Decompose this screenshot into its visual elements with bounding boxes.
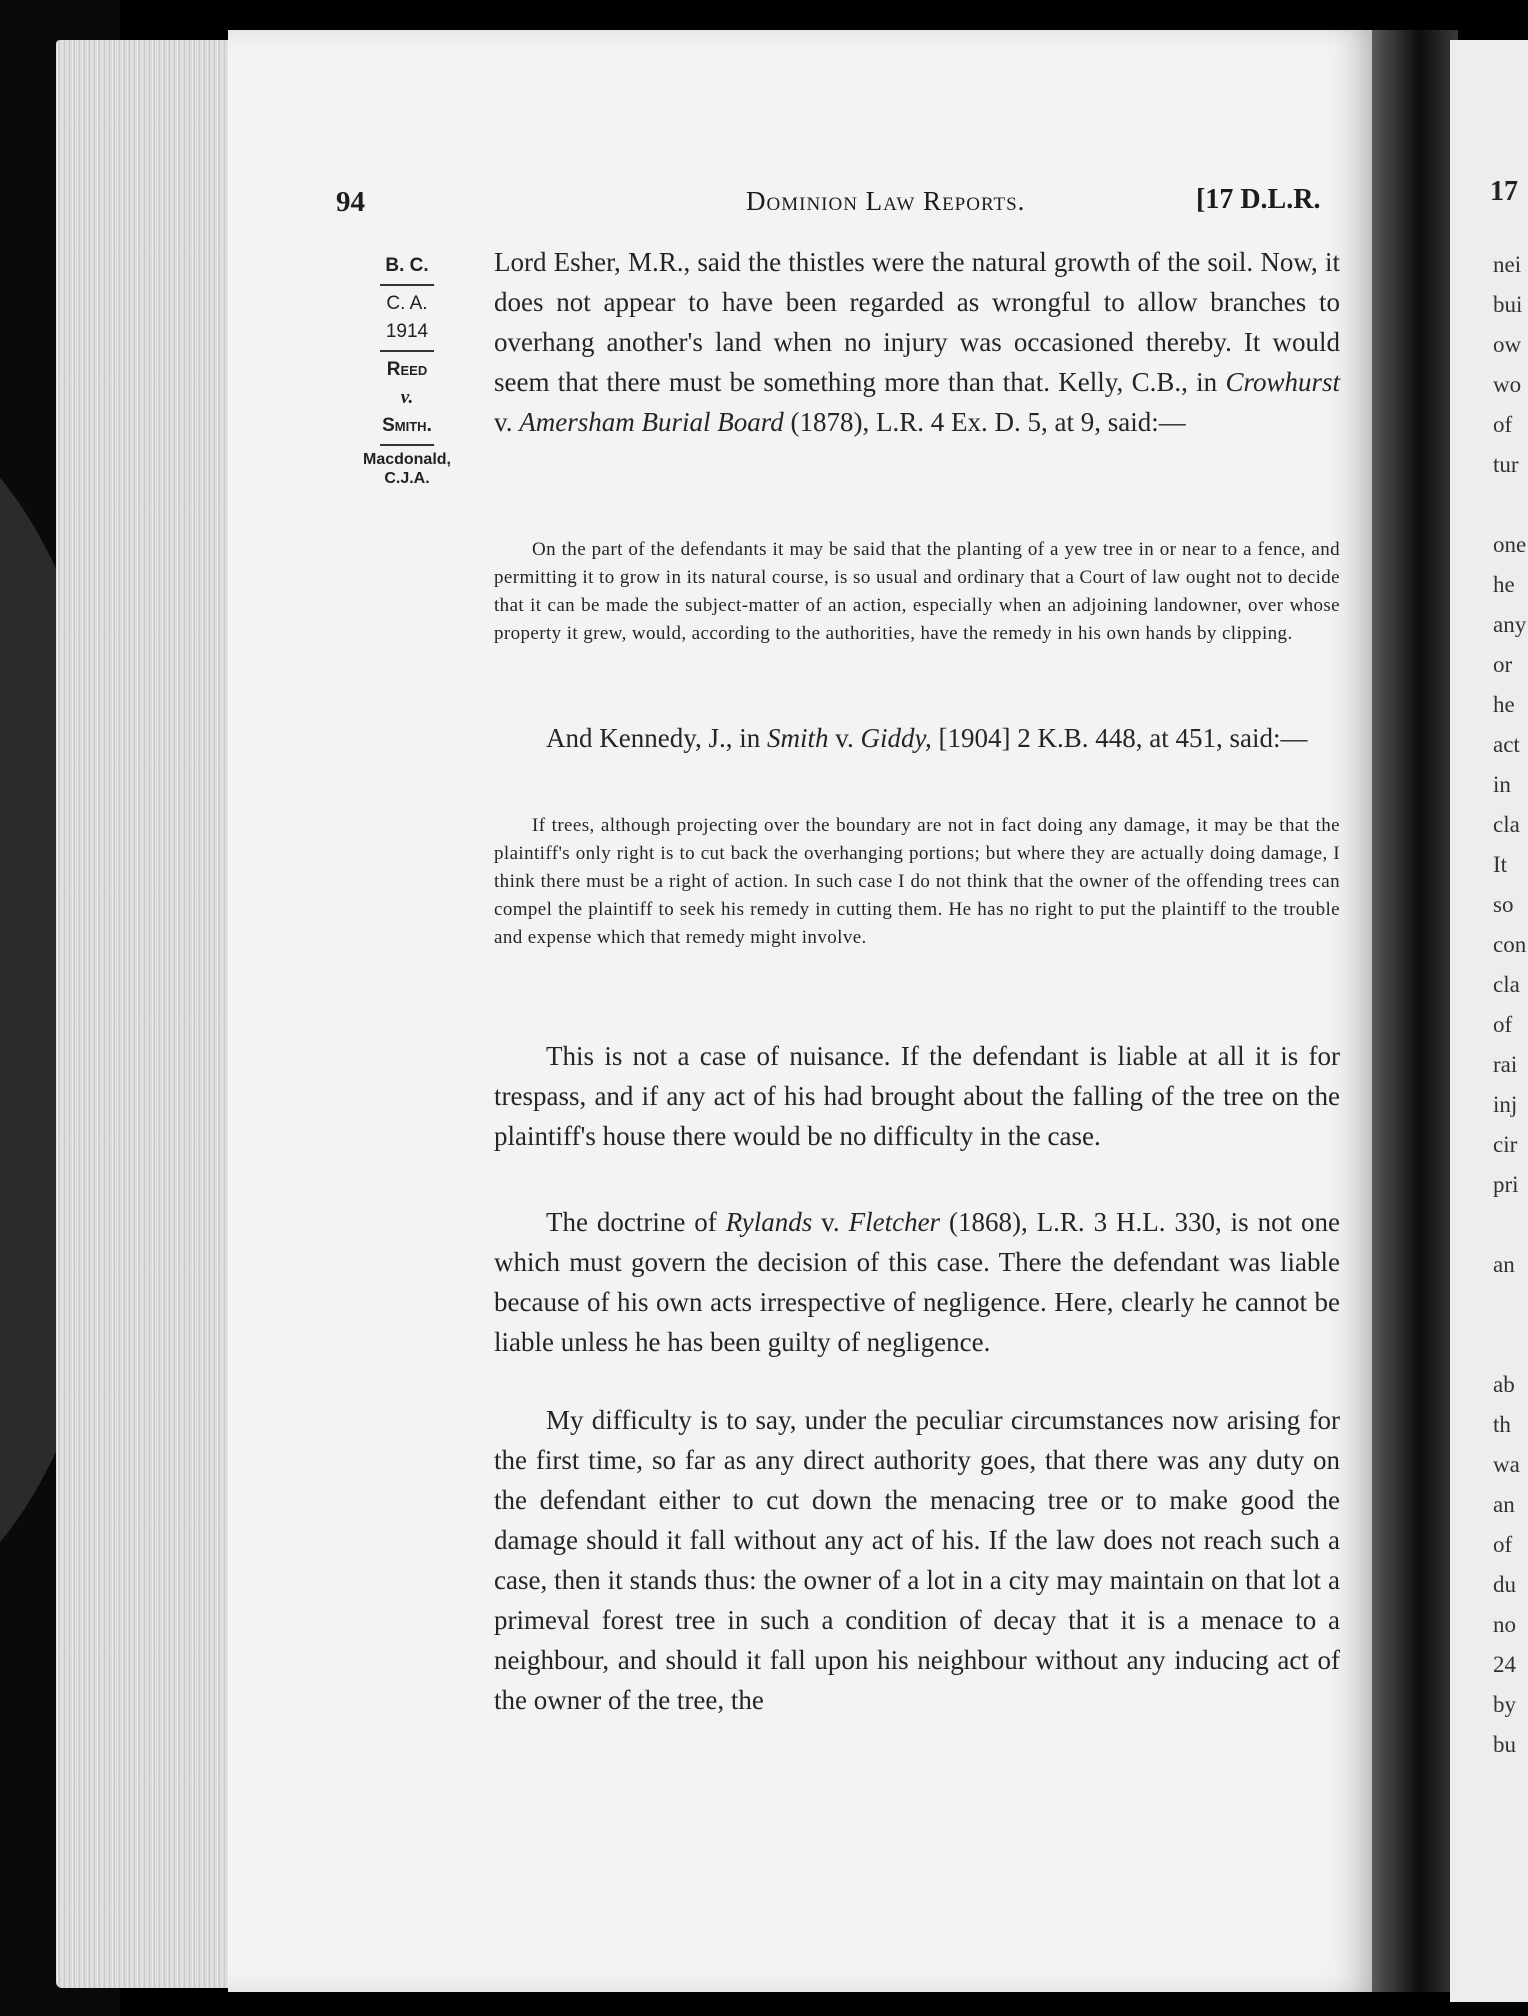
next-page-fragment: nei bbox=[1493, 252, 1522, 277]
next-page-fragment: an bbox=[1493, 1492, 1515, 1517]
next-page-fragment: of bbox=[1493, 1532, 1513, 1557]
page-edges bbox=[56, 40, 232, 1988]
next-page-fragment: ow bbox=[1493, 332, 1522, 357]
next-page-fragment: he bbox=[1493, 692, 1515, 717]
next-page-fragment: so bbox=[1493, 892, 1514, 917]
text-run: The doctrine of bbox=[546, 1207, 726, 1237]
next-page-fragment: th bbox=[1493, 1412, 1511, 1437]
text-run: [1904] 2 K.B. 448, at 451, said:— bbox=[931, 723, 1308, 753]
paragraph-1 bbox=[494, 242, 1340, 442]
next-page-fragment: du bbox=[1493, 1572, 1516, 1597]
next-page-fragment: any bbox=[1493, 612, 1527, 637]
next-page-fragment: he bbox=[1493, 572, 1515, 597]
next-page-number: 17 bbox=[1490, 176, 1518, 207]
next-page-fragment: of bbox=[1493, 412, 1513, 437]
margin-party-2: Smith. bbox=[382, 415, 432, 436]
next-page-fragment: cla bbox=[1493, 972, 1520, 997]
paragraph-5: My difficulty is to say, under the peculiar circumstances now arising for the first time, so far as any direct authority goes, that there was any duty on the defendant either to cut down the menacing tree or to make good the damage should it fall without any act of his. If the law does not reach such a case, then it stands thus: the owner of a lot in a city may maintain on that lot a primeval forest tree in such a condition of decay that it is a menace to a neighbour, and should it fall upon his neighbour without any inducing act of the owner of the tree, the bbox=[494, 1405, 1340, 1715]
text-run: (1878), L.R. 4 Ex. D. 5, at 9, said:— bbox=[783, 407, 1186, 437]
paragraph-3: This is not a case of nuisance. If the defendant is liable at all it is for trespass, and if any act of his had brought about the falling of the tree on the plaintiff's house there would be no difficulty in the case. bbox=[494, 1041, 1340, 1151]
text-run: And Kennedy, J., in bbox=[546, 723, 767, 753]
text-run: (1868), L.R. 3 H.L. 330, is not one which must govern the decision of this case. There the defendant was liable because of his own acts irrespective of negligence. Here, clearly he cannot be liable unless he has been guilty of negligence. bbox=[494, 1207, 1340, 1357]
next-page-fragment: con bbox=[1493, 932, 1527, 957]
next-page-fragment: 24 bbox=[1493, 1652, 1516, 1677]
case-name: Crowhurst bbox=[1225, 367, 1340, 397]
margin-judge: Macdonald, bbox=[362, 451, 451, 468]
next-page-fragment: rai bbox=[1493, 1052, 1518, 1077]
next-page-fragment: cla bbox=[1493, 812, 1520, 837]
next-page-fragment: by bbox=[1493, 1692, 1516, 1717]
margin-divider bbox=[380, 284, 434, 286]
next-page-fragment: wa bbox=[1493, 1452, 1520, 1477]
text-run: v. bbox=[812, 1207, 849, 1237]
next-page-fragment: or bbox=[1493, 652, 1513, 677]
case-name: Giddy, bbox=[860, 723, 932, 753]
margin-judge-title: C.J.A. bbox=[384, 470, 430, 487]
book-gutter bbox=[1372, 30, 1458, 1992]
next-page-fragment: in bbox=[1493, 772, 1511, 797]
margin-divider bbox=[380, 444, 434, 446]
paragraph-2 bbox=[494, 718, 1340, 758]
next-page-fragment: It bbox=[1493, 852, 1508, 877]
margin-year: 1914 bbox=[385, 321, 429, 342]
next-page-fragment: act bbox=[1493, 732, 1520, 757]
next-page-fragment: pri bbox=[1493, 1172, 1519, 1197]
next-page-fragment: no bbox=[1493, 1612, 1516, 1637]
case-name: Fletcher bbox=[848, 1207, 941, 1237]
next-page-fragment: tur bbox=[1493, 452, 1519, 477]
text-run: v. bbox=[494, 407, 520, 437]
margin-party-1: Reed bbox=[386, 359, 428, 380]
quotation-2: If trees, although projecting over the boundary are not in fact doing any damage, it may be that the plaintiff's only right is to cut back the overhanging portions; but where they are actually doing damage, I think there must be a right of action. In such case I do not think that the owner of the offending trees can compel the plaintiff to seek his remedy in cutting them. He has no right to put the plaintiff to the trouble and expense which that remedy might involve. bbox=[494, 815, 1340, 948]
next-page-fragment: of bbox=[1493, 1012, 1513, 1037]
quotation-1: On the part of the defendants it may be said that the planting of a yew tree in or near to a fence, and permitting it to grow in its natural course, is so usual and ordinary that a Court of law ought not to decide that it can be made the subject-matter of an action, especially when an adjoining landowner, over whose property it grew, would, according to the authorities, have the remedy in his own hands by clipping. bbox=[494, 539, 1340, 644]
next-page-fragment: an bbox=[1493, 1252, 1515, 1277]
next-page-fragment: wo bbox=[1493, 372, 1522, 397]
running-title: Dominion Law Reports. bbox=[746, 186, 1026, 216]
page-number: 94 bbox=[336, 186, 365, 218]
case-name: Amersham Burial Board bbox=[519, 407, 784, 437]
margin-versus: v. bbox=[400, 387, 414, 408]
next-page-fragment: one bbox=[1493, 532, 1527, 557]
margin-notes bbox=[352, 252, 462, 488]
margin-court: B. C. bbox=[385, 255, 429, 276]
next-page-fragment: inj bbox=[1493, 1092, 1518, 1117]
next-page-fragment: bui bbox=[1493, 292, 1523, 317]
text-run: v. bbox=[828, 723, 861, 753]
next-page-fragment: bu bbox=[1493, 1732, 1516, 1757]
volume-reference: [17 D.L.R. bbox=[1196, 184, 1321, 215]
text-run: Lord Esher, M.R., said the thistles were the natural growth of the soil. Now, it does not appear to have been regarded as wrongful to allow branches to overhang another's land when no injury was occasioned thereby. It would seem that there must be something more than that. Kelly, C.B., in bbox=[494, 247, 1340, 397]
case-name: Smith bbox=[766, 723, 829, 753]
case-name: Rylands bbox=[725, 1207, 813, 1237]
paragraph-4 bbox=[494, 1202, 1340, 1362]
margin-division: C. A. bbox=[386, 293, 428, 314]
next-page-fragment: ab bbox=[1493, 1372, 1515, 1397]
next-page-fragment: cir bbox=[1493, 1132, 1518, 1157]
margin-divider bbox=[380, 350, 434, 352]
